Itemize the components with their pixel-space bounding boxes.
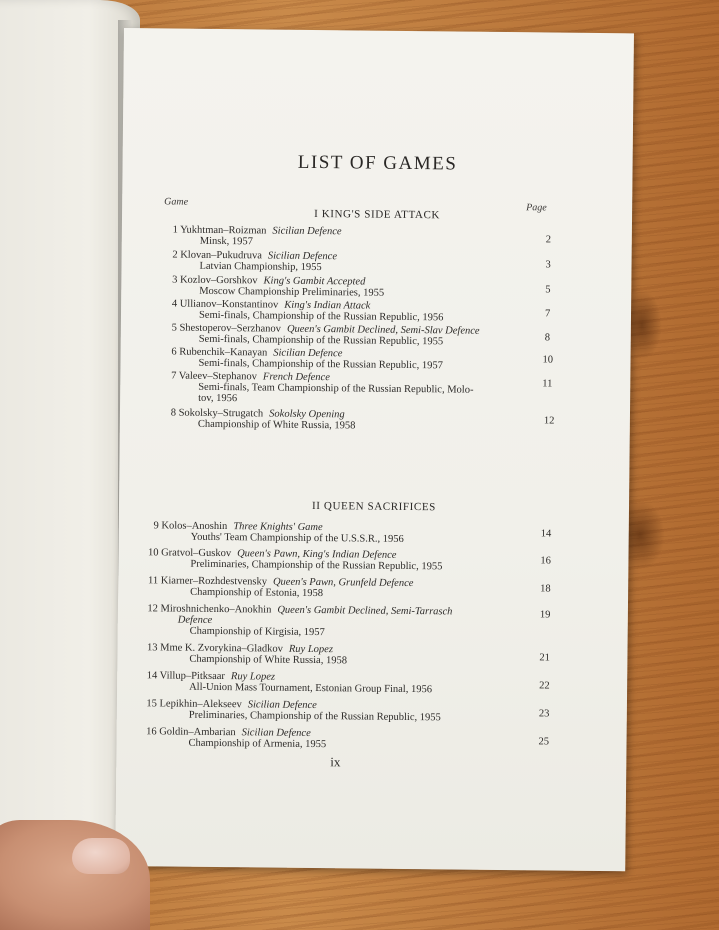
thumbnail-nail — [72, 838, 130, 874]
game-opening: Ruy Lopez — [288, 643, 334, 656]
game-page: 14 — [540, 528, 552, 540]
game-page: 16 — [540, 555, 551, 567]
game-page: 2 — [545, 234, 552, 246]
game-entry — [166, 224, 566, 250]
game-players: Yukhtman–Roizman — [180, 224, 267, 237]
game-opening: Sicilian Defence — [241, 727, 311, 739]
game-number: 9 — [153, 520, 159, 532]
game-opening: Sicilian Defence — [247, 699, 317, 712]
game-number: 5 — [171, 322, 177, 334]
game-column-header: Game — [164, 196, 189, 208]
game-page: 3 — [545, 259, 551, 271]
game-event: Latvian Championship, 1955 — [199, 260, 322, 274]
section-heading-2: II QUEEN SACRIFICES — [312, 499, 436, 514]
game-players: Goldin–Ambarian — [159, 726, 236, 739]
game-entry — [139, 698, 563, 724]
game-players: Mme K. Zvorykina–Gladkov — [160, 642, 283, 655]
game-entry — [165, 298, 565, 324]
game-page: 21 — [539, 652, 550, 664]
game-page: 23 — [538, 708, 550, 720]
game-entry — [164, 407, 564, 433]
game-event: Semi-finals, Championship of the Russian Republic, 1955 — [198, 333, 444, 348]
game-number: 2 — [172, 249, 178, 261]
game-page: 8 — [544, 332, 551, 344]
game-page: 10 — [542, 354, 554, 366]
game-number: 11 — [148, 575, 159, 587]
game-players: Klovan–Pukudruva — [180, 249, 262, 262]
game-page: 18 — [540, 583, 551, 595]
game-event: Moscow Championship Preliminaries, 1955 — [199, 285, 385, 299]
game-entry — [164, 370, 564, 407]
game-number: 7 — [171, 370, 177, 382]
game-number: 10 — [147, 547, 159, 559]
game-event: Semi-finals, Team Championship of the Russian Republic, Molo- — [198, 381, 474, 396]
game-event: Minsk, 1957 — [199, 235, 253, 248]
game-opening: Queen's Pawn, Grunfeld Defence — [272, 576, 414, 590]
game-event: Preliminaries, Championship of the Russian Republic, 1955 — [190, 558, 443, 573]
game-players: Kozlov–Gorshkov — [179, 274, 258, 287]
game-entry — [144, 547, 564, 573]
game-entry — [165, 274, 565, 300]
game-event: Semi-finals, Championship of the Russian Republic, 1957 — [198, 357, 443, 372]
game-page: 7 — [544, 308, 551, 320]
game-number: 15 — [146, 698, 157, 710]
game-players: Kolos–Anoshin — [161, 520, 228, 533]
page-column-header: Page — [526, 202, 547, 214]
game-number: 6 — [171, 346, 177, 358]
game-opening: King's Gambit Accepted — [263, 275, 366, 288]
game-event: Championship of White Russia, 1958 — [189, 653, 348, 667]
game-event: All-Union Mass Tournament, Estonian Group Final, 1956 — [189, 681, 433, 696]
game-players: Valeev–Stephanov — [178, 370, 258, 383]
game-entry — [165, 322, 565, 348]
game-number: 1 — [172, 224, 178, 236]
game-number: 4 — [171, 298, 178, 310]
game-event: Youths' Team Championship of the U.S.S.R., 1956 — [190, 531, 404, 545]
game-opening: Sokolsky Opening — [269, 408, 345, 421]
game-event: Championship of Estonia, 1958 — [190, 586, 324, 600]
game-opening: Queen's Pawn, King's Indian Defence — [237, 548, 397, 561]
game-entry — [165, 249, 565, 275]
game-number: 12 — [147, 603, 158, 615]
game-event: Championship of Armenia, 1955 — [188, 737, 327, 751]
game-players: Miroshnichenko–Anokhin — [160, 603, 272, 616]
game-opening: Ruy Lopez — [230, 671, 276, 683]
game-opening: Sicilian Defence — [267, 250, 338, 263]
game-page: 11 — [542, 378, 553, 390]
page-title: LIST OF GAMES — [297, 151, 458, 175]
section-heading-1: I KING'S SIDE ATTACK — [314, 208, 441, 222]
game-opening: French Defence — [262, 371, 330, 384]
game-event-continued: tov, 1956 — [198, 392, 238, 405]
game-page: 12 — [543, 415, 555, 427]
game-event: Championship of Kirgisia, 1957 — [189, 625, 325, 639]
game-number: 3 — [172, 274, 178, 286]
game-opening: Sicilian Defence — [272, 225, 342, 238]
game-entry — [145, 520, 565, 546]
game-players: Shestoperov–Serzhanov — [179, 322, 282, 335]
page-number: ix — [330, 754, 341, 770]
game-opening: Sicilian Defence — [273, 347, 343, 360]
game-players: Ullianov–Konstantinov — [179, 298, 279, 311]
game-entry — [164, 346, 564, 372]
game-opening: Queen's Gambit Declined, Semi-Slav Defence — [286, 323, 480, 337]
game-page: 22 — [539, 680, 550, 692]
game-opening-continued: Defence — [177, 614, 213, 626]
game-players: Kiarner–Rozhdestvensky — [160, 575, 268, 588]
game-entry — [139, 670, 563, 696]
game-number: 13 — [146, 642, 158, 654]
game-opening: King's Indian Attack — [284, 299, 371, 312]
game-players: Sokolsky–Strugatch — [178, 407, 264, 420]
game-number: 14 — [146, 670, 158, 682]
game-number: 8 — [170, 407, 177, 419]
game-opening: Three Knights' Game — [233, 521, 323, 534]
game-entry — [138, 726, 562, 752]
game-players: Gratvol–Guskov — [161, 547, 232, 560]
game-players: Villup–Pitksaar — [159, 670, 226, 683]
game-players: Rubenchik–Kanayan — [179, 346, 268, 359]
game-number: 16 — [146, 726, 157, 738]
game-entry — [139, 642, 563, 668]
game-page: 5 — [545, 284, 551, 296]
game-entry — [140, 603, 564, 640]
game-event: Championship of White Russia, 1958 — [197, 418, 356, 432]
game-opening: Queen's Gambit Declined, Semi-Tarrasch — [277, 604, 453, 618]
game-page: 19 — [539, 609, 551, 621]
game-event: Preliminaries, Championship of the Russian Republic, 1955 — [188, 709, 441, 724]
book-page — [115, 28, 634, 871]
game-event: Semi-finals, Championship of the Russian Republic, 1956 — [198, 309, 444, 324]
game-entry — [144, 575, 564, 601]
game-page: 25 — [538, 736, 550, 748]
game-players: Lepikhin–Alekseev — [159, 698, 242, 711]
